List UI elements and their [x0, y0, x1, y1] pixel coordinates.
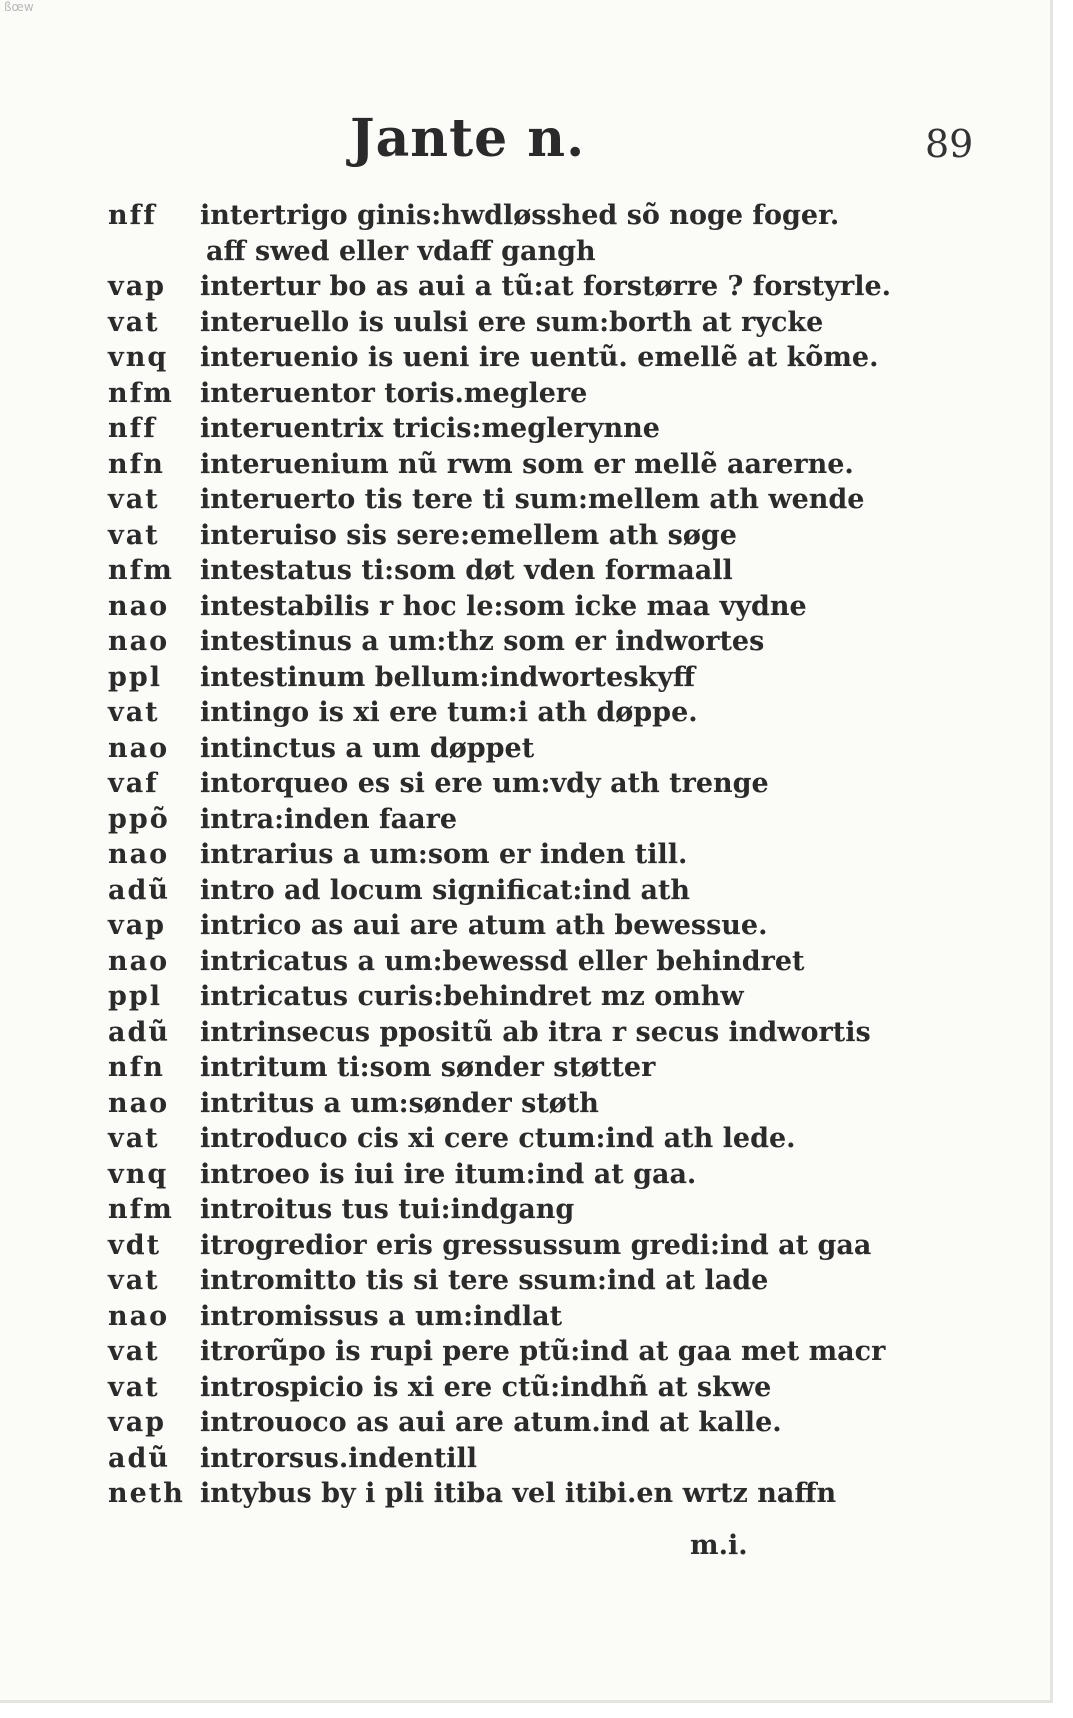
entry-text: introrsus.indentill	[200, 1442, 478, 1474]
dictionary-entry	[108, 979, 1008, 1015]
dictionary-entry	[108, 1228, 1008, 1264]
entry-text-block	[200, 518, 737, 554]
entry-text-block	[200, 624, 764, 660]
entry-text: intrarius a um:som er inden till.	[200, 839, 688, 870]
entry-grammar-code: ppl	[108, 661, 163, 693]
entry-text-block	[200, 802, 457, 838]
entry-text-block	[200, 766, 769, 802]
dictionary-entry	[108, 305, 1008, 341]
entry-text-block	[200, 1476, 836, 1512]
entry-grammar-code: vdt	[108, 1229, 162, 1261]
dictionary-entry	[108, 802, 1008, 838]
dictionary-entry	[108, 340, 1008, 376]
entry-grammar-code: ppõ	[108, 803, 170, 835]
entry-text: intromitto tis si tere ssum:ind at lade	[200, 1265, 769, 1296]
entry-text: introeo is iui ire itum:ind at gaa.	[200, 1158, 697, 1190]
entry-text-block	[200, 944, 805, 980]
entry-grammar-code: nfm	[108, 1194, 174, 1225]
corner-mark: ßœw	[4, 0, 34, 14]
entry-text: intromissus a um:indlat	[200, 1300, 563, 1332]
dictionary-entry	[108, 731, 1008, 767]
entry-grammar-code: adũ	[108, 1016, 171, 1048]
dictionary-entry	[108, 1441, 1008, 1477]
entry-grammar-code: ppl	[108, 981, 163, 1012]
entry-text-block	[200, 1370, 771, 1406]
dictionary-entry	[108, 1476, 1008, 1512]
entry-grammar-code: nfm	[108, 377, 174, 409]
entry-grammar-code: vnq	[108, 342, 169, 373]
entry-text-block	[200, 1228, 871, 1264]
entry-grammar-code: vap	[108, 1407, 167, 1438]
entry-text: itrorũpo is rupi pere ptũ:ind at gaa met macr	[200, 1336, 886, 1367]
entry-text: intritum ti:som sønder støtter	[200, 1052, 656, 1083]
entry-text: intrinsecus ppositũ ab itra r secus indwortis	[200, 1016, 871, 1048]
entry-text-block	[200, 1263, 768, 1299]
entry-grammar-code: nao	[108, 732, 170, 764]
entry-text-block	[200, 979, 744, 1015]
dictionary-entry	[108, 908, 1008, 944]
dictionary-entry	[108, 1121, 1008, 1157]
entry-text: itrogredior eris gressussum gredi:ind at gaa	[200, 1229, 872, 1261]
entry-text-block	[200, 198, 839, 269]
dictionary-entry	[108, 944, 1008, 980]
dictionary-entry	[108, 1299, 1008, 1335]
signature-mark: m.i.	[690, 1530, 748, 1561]
entry-text: introspicio is xi ere ctũ:indhñ at skwe	[200, 1371, 772, 1403]
entry-text-block	[200, 1441, 477, 1477]
entry-text: intinctus a um døppet	[200, 732, 535, 764]
entry-text-block	[200, 1334, 885, 1370]
entry-text-block	[200, 305, 823, 341]
entry-text: interuentrix tricis:meglerynne	[200, 413, 660, 444]
dictionary-entry	[108, 624, 1008, 660]
entry-text: intritus a um:sønder støth	[200, 1087, 599, 1119]
entry-grammar-code: vat	[108, 697, 160, 728]
dictionary-entry	[108, 837, 1008, 873]
entry-text-block	[200, 447, 854, 483]
dictionary-entry	[108, 660, 1008, 696]
entry-grammar-code: neth	[108, 1478, 185, 1509]
entry-text-block	[200, 837, 687, 873]
entry-grammar-code: adũ	[108, 874, 171, 906]
dictionary-entry	[108, 1157, 1008, 1193]
entry-grammar-code: nff	[108, 413, 157, 444]
entry-grammar-code: vat	[108, 1371, 160, 1403]
dictionary-entry	[108, 873, 1008, 909]
entry-grammar-code: vap	[108, 910, 167, 941]
entry-text: intro ad locum significat:ind ath	[200, 874, 691, 906]
entry-text-block	[200, 660, 695, 696]
page-title: Jante n.	[350, 108, 586, 169]
entry-text: introuoco as aui are atum.ind at kalle.	[200, 1407, 782, 1438]
entry-text-block	[200, 873, 690, 909]
entry-grammar-code: nao	[108, 945, 170, 977]
entry-text-block	[200, 1157, 696, 1193]
dictionary-entry	[108, 376, 1008, 412]
dictionary-entry	[108, 518, 1008, 554]
entry-text-block	[200, 1086, 599, 1122]
dictionary-entry	[108, 1405, 1008, 1441]
entry-text-block	[200, 376, 587, 412]
entry-text: intestatus ti:som døt vden formaall	[200, 555, 733, 586]
dictionary-entry	[108, 198, 1008, 269]
dictionary-entry	[108, 1192, 1008, 1228]
entry-text: intybus by i pli itiba vel itibi.en wrtz naffn	[200, 1478, 837, 1509]
entry-text: interuenium nũ rwm som er mellẽ aarerne.	[200, 448, 854, 480]
entry-grammar-code: nfn	[108, 1052, 165, 1083]
entry-text-block	[200, 482, 864, 518]
dictionary-entry	[108, 1050, 1008, 1086]
entry-grammar-code: vat	[108, 1336, 160, 1367]
entry-grammar-code: vat	[108, 1265, 160, 1296]
entry-text: introduco cis xi cere ctum:ind ath lede.	[200, 1123, 796, 1154]
dictionary-entry	[108, 269, 1008, 305]
entry-grammar-code: vaf	[108, 768, 159, 799]
entry-text-block	[200, 269, 891, 305]
dictionary-entry	[108, 1015, 1008, 1051]
entry-text-block	[200, 411, 660, 447]
entry-text-block	[200, 731, 534, 767]
entry-text-block	[200, 908, 768, 944]
entry-text-block	[200, 1050, 655, 1086]
dictionary-entry	[108, 589, 1008, 625]
entry-grammar-code: nfn	[108, 448, 165, 480]
entry-grammar-code: vat	[108, 519, 160, 551]
dictionary-entry	[108, 447, 1008, 483]
entry-grammar-code: vat	[108, 484, 160, 515]
entry-grammar-code: vat	[108, 306, 160, 338]
entry-text: intingo is xi ere tum:i ath døppe.	[200, 697, 698, 728]
entry-text: intrico as aui are atum ath bewessue.	[200, 910, 768, 941]
entry-grammar-code: nao	[108, 626, 170, 657]
entry-text-block	[200, 1192, 574, 1228]
entry-grammar-code: nff	[108, 200, 157, 231]
entry-text: intorqueo es si ere um:vdy ath trenge	[200, 768, 769, 799]
entry-text-block	[200, 589, 807, 625]
entry-text-block	[200, 340, 878, 376]
entry-grammar-code: vnq	[108, 1158, 169, 1190]
entry-grammar-code: adũ	[108, 1442, 171, 1474]
dictionary-entry	[108, 766, 1008, 802]
dictionary-entry	[108, 695, 1008, 731]
entry-grammar-code: nao	[108, 590, 170, 622]
entry-text: intestinus a um:thz som er indwortes	[200, 626, 765, 657]
entry-text: introitus tus tui:indgang	[200, 1194, 575, 1225]
dictionary-entry	[108, 553, 1008, 589]
entry-text: interuenio is ueni ire uentũ. emellẽ at kõme.	[200, 342, 879, 373]
entry-grammar-code: nfm	[108, 555, 174, 586]
entry-text-block	[200, 1405, 782, 1441]
entry-text-block	[200, 1015, 871, 1051]
entry-text: intra:inden faare	[200, 803, 458, 835]
entry-text: interuentor toris.meglere	[200, 377, 588, 409]
entry-text: intertrigo ginis:hwdløsshed sõ noge foger.	[200, 200, 840, 231]
entry-text-block	[200, 695, 698, 731]
entry-text-block	[200, 1121, 796, 1157]
entry-text: intestabilis r hoc le:som icke maa vydne	[200, 590, 807, 622]
dictionary-entry	[108, 1263, 1008, 1299]
entry-text: intestinum bellum:indworteskyff	[200, 661, 696, 693]
entry-grammar-code: nao	[108, 1087, 170, 1119]
entry-grammar-code: vat	[108, 1123, 160, 1154]
entry-text: interuello is uulsi ere sum:borth at rycke	[200, 306, 824, 338]
entry-text: interuiso sis sere:emellem ath søge	[200, 519, 737, 551]
page-number: 89	[925, 122, 974, 166]
dictionary-entry	[108, 482, 1008, 518]
entry-grammar-code: nao	[108, 839, 170, 870]
entry-grammar-code: vap	[108, 271, 167, 302]
entry-grammar-code: nao	[108, 1300, 170, 1332]
dictionary-entry	[108, 411, 1008, 447]
entry-text: intricatus a um:bewessd eller behindret	[200, 945, 805, 977]
dictionary-entry	[108, 1334, 1008, 1370]
dictionary-entry	[108, 1370, 1008, 1406]
entry-text: intricatus curis:behindret mz omhw	[200, 981, 744, 1012]
entry-text: interuerto tis tere ti sum:mellem ath wende	[200, 484, 865, 515]
entry-text-block	[200, 1299, 562, 1335]
entry-text-block	[200, 553, 733, 589]
entry-continuation: aff swed eller vdaff gangh	[206, 235, 596, 267]
dictionary-entry	[108, 1086, 1008, 1122]
entry-text: intertur bo as aui a tũ:at forstørre ? forstyrle.	[200, 271, 892, 302]
dictionary-entry-list	[108, 198, 1008, 1512]
